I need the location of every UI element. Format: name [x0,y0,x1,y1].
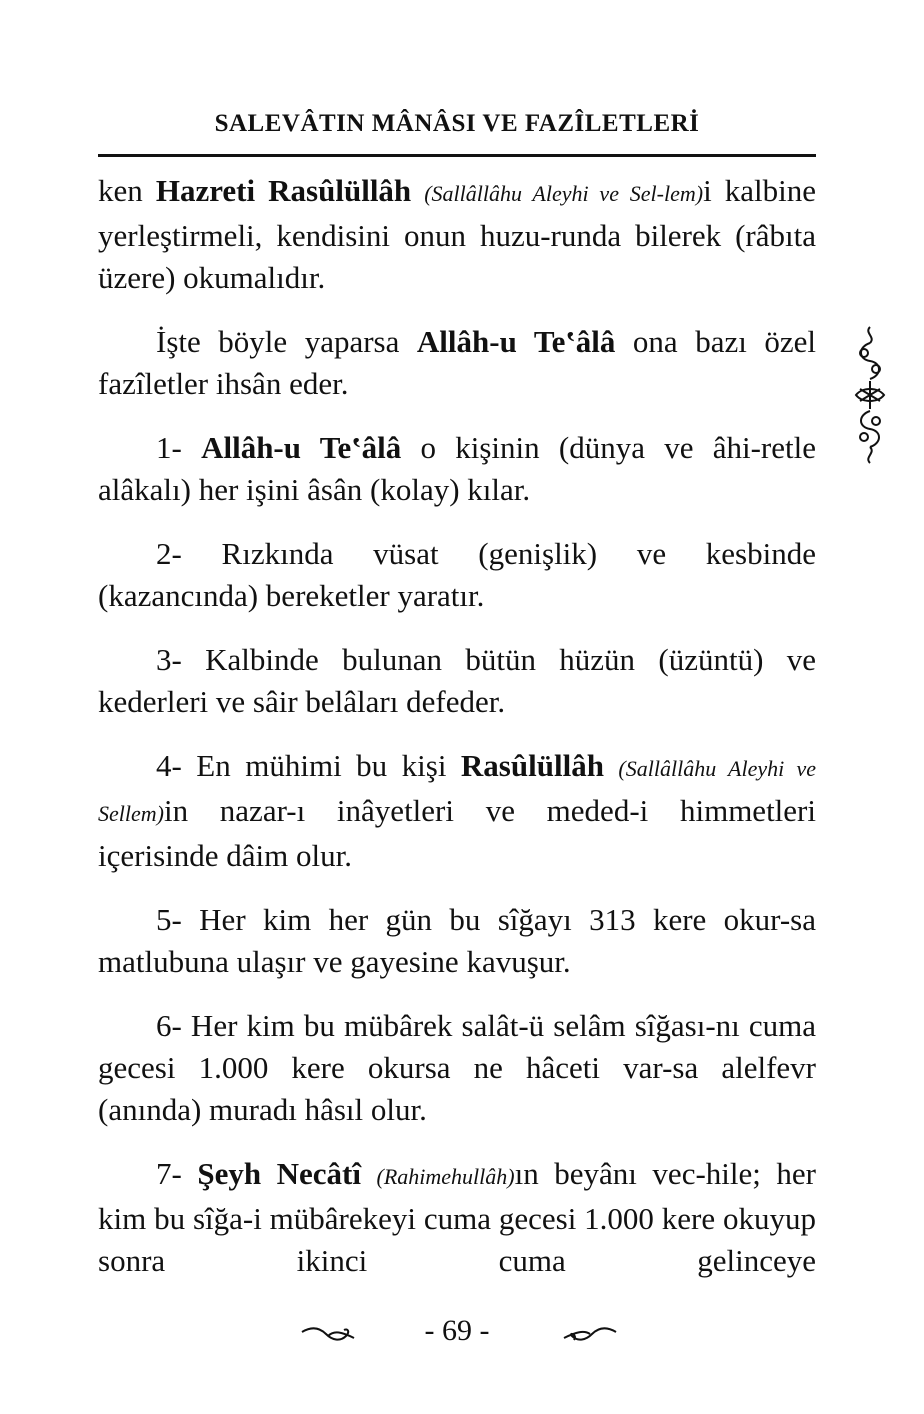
italic-eulogy: (Sallâllâhu Aleyhi ve Sel-lem) [424,181,704,206]
paragraph-1: ken Hazreti Rasûlüllâh (Sallâllâhu Aleyhi ve Sel-lem)i kalbine yerleştirmeli, kendisini onun huzu-runda bilerek (râbıta üzere) okumalıdır. [98,173,816,295]
bold-name: Allâh-u Te‛âlâ [416,324,616,359]
header-rule [98,154,816,157]
bold-name: Hazreti Rasûlüllâh [155,173,412,208]
list-item-4: 4- En mühimi bu kişi Rasûlüllâh (Sallâllâhu Aleyhi ve Sellem)in nazar-ı inâyetleri ve meded-i himmetleri içerisinde dâim olur. [98,748,816,873]
italic-eulogy: (Sallâllâhu Aleyhi ve Sellem) [98,756,816,826]
page-footer [98,1312,816,1356]
list-item-6: 6- Her kim bu mübârek salât-ü selâm sîğası-nı cuma gecesi 1.000 kere okursa ne hâceti var-sa alelfevr (anında) muradı hâsıl olur. [98,1008,816,1127]
list-item-3: 3- Kalbinde bulunan bütün hüzün (üzüntü) ve kederleri ve sâir belâları defeder. [98,642,816,719]
page-body [98,170,816,1282]
page-header-title: SALEVÂTIN MÂNÂSI VE FAZÎLETLERİ [214,110,700,137]
list-item-5: 5- Her kim her gün bu sîğayı 313 kere okur-sa matlubuna ulaşır ve gayesine kavuşur. [98,902,816,979]
bold-name: Rasûlüllâh [460,748,604,783]
list-item-2: 2- Rızkında vüsat (genişlik) ve kesbinde (kazancında) bereketler yaratır. [98,536,816,613]
paragraph-2: İşte böyle yaparsa Allâh-u Te‛âlâ ona bazı özel fazîletler ihsân eder. [98,324,817,401]
list-item-1: 1- Allâh-u Te‛âlâ o kişinin (dünya ve âhi-retle alâkalı) her işini âsân (kolay) kılar. [98,430,816,507]
bold-name: Allâh-u Te‛âlâ [201,430,402,465]
italic-eulogy: (Rahimehullâh) [376,1164,515,1189]
list-item-7: 7- Şeyh Necâtî (Rahimehullâh)ın beyânı vec-hile; her kim bu sîğa-i mübârekeyi cuma gecesi 1.000 kere okuyup sonra ikinci cuma gelinceye [98,1156,816,1278]
floral-ornament-icon [850,325,890,465]
page-number: - 69 - [424,1314,490,1347]
bold-name: Şeyh Necâtî [197,1156,361,1191]
swash-flourish-icon [560,1324,620,1346]
